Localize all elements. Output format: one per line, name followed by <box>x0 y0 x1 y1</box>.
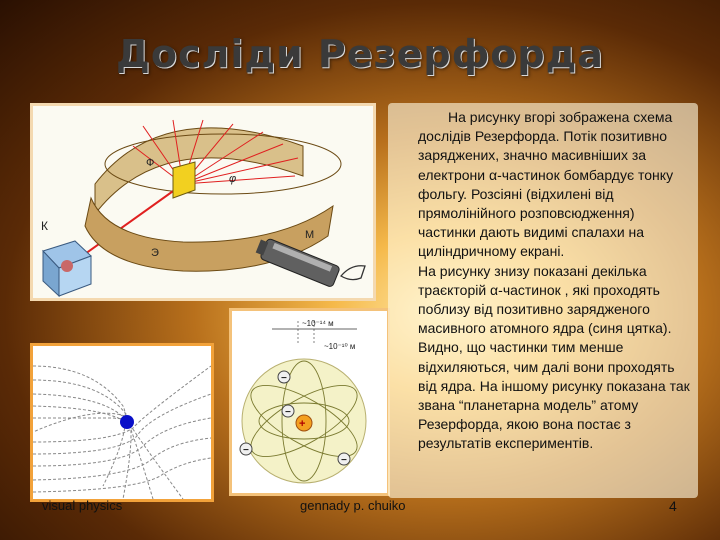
nucleus-dot <box>120 415 134 429</box>
nucleus-size-label: ~10⁻¹⁴ м <box>302 319 334 328</box>
svg-text:−: − <box>285 407 291 418</box>
footer-author: gennady p. chuiko <box>300 498 406 513</box>
label-source: К <box>41 219 48 233</box>
svg-text:+: + <box>299 418 306 430</box>
label-screen: Э <box>151 247 159 259</box>
page-number: 4 <box>669 498 677 514</box>
atom-size-label: ~10⁻¹⁰ м <box>324 342 356 351</box>
svg-text:−: − <box>243 445 249 456</box>
paragraph-experiment: На рисунку вгорі зображена схема дослідів Резерфорда. Потік позитивно заряджених, значно масивніших за електрони α-частинок бомбардує тонку фольгу. Розсіяні (відхилені від прямолінійного розповсюдження) частинки дають видимі спалахи на циліндричному екрані. <box>418 109 674 260</box>
paragraph-trajectories: На рисунку знизу показані декілька траєкторій α-частинок , які проходять поблизу від позитивно зарядженого масивного атомного ядра (синя цятка). Видно, що частинки тим менше відхиляються, чим далі вони проходять від ядра. На іншому рисунку показана так звана “планетарна модель” атому Резерфорда, якою вона постає з результатів експериментів. <box>418 262 690 452</box>
planetary-model-figure <box>229 308 390 496</box>
slide-title: Досліди Резерфорда <box>116 32 604 76</box>
alpha-trajectories-figure <box>30 343 214 502</box>
rutherford-apparatus-figure <box>30 103 376 301</box>
svg-text:−: − <box>341 455 347 466</box>
label-angle: φ <box>229 173 237 185</box>
footer-left: visual physics <box>42 498 123 513</box>
svg-text:−: − <box>281 373 287 384</box>
label-foil: Ф <box>146 157 155 169</box>
description-text <box>418 108 690 454</box>
label-microscope: М <box>305 229 315 241</box>
